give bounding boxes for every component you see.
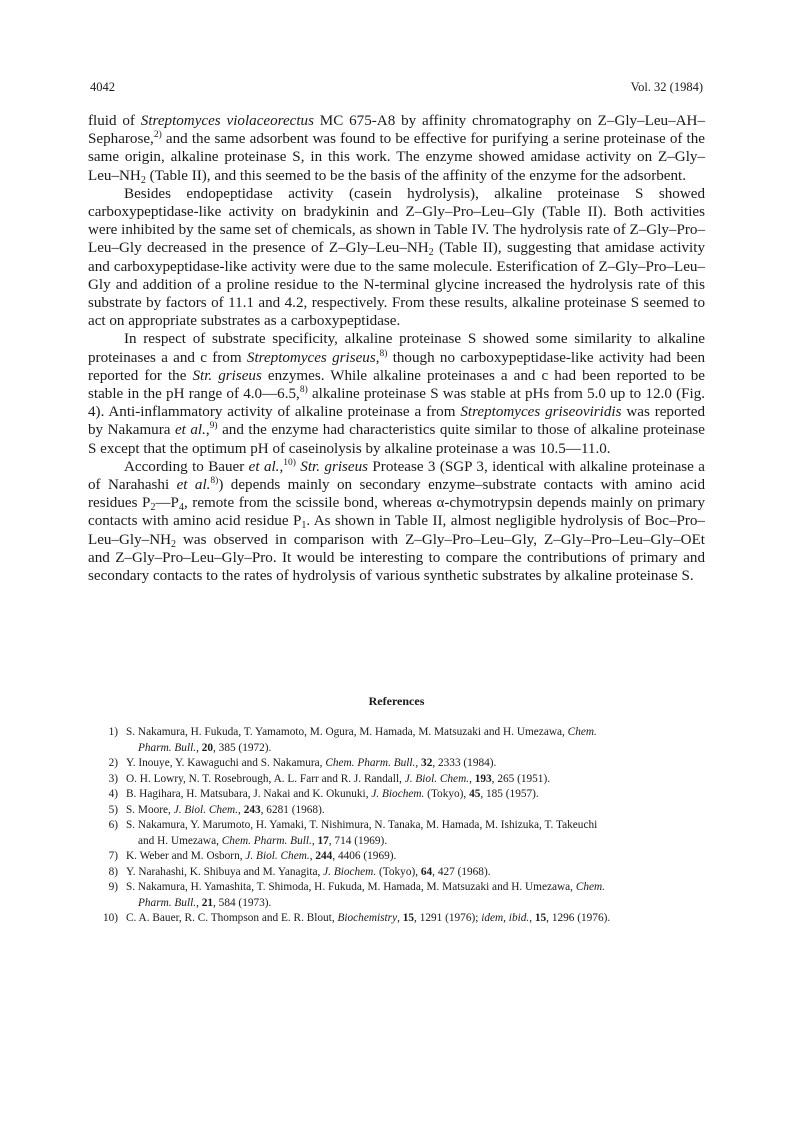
reference-text: K. Weber and M. Osborn, J. Biol. Chem., 244, 4406 (1969).	[126, 850, 397, 862]
reference-number: 2)	[108, 757, 118, 769]
reference-text: B. Hagihara, H. Matsubara, J. Nakai and K. Okunuki, J. Biochem. (Tokyo), 45, 185 (1957).	[126, 788, 539, 800]
reference-item	[100, 818, 710, 849]
reference-item	[100, 756, 710, 772]
reference-number: 7)	[108, 850, 118, 862]
reference-text: S. Nakamura, H. Yamashita, T. Shimoda, H. Fukuda, M. Hamada, M. Matsuzaki and H. Umezawa, Chem.	[126, 881, 605, 893]
reference-number: 1)	[108, 726, 118, 738]
reference-number: 10)	[102, 912, 118, 924]
paragraph-1: fluid of Streptomyces violaceorectus MC 675-A8 by affinity chromatography on Z–Gly–Leu–AH–Sepharose,$^{2)}$ and the same adsorbent was found to be effective for purifying a serine proteinase of the same origin, alkaline proteinase S, in this work. The enzyme showed amidase activity on $Z-Gly-Leu-NH_2$ (Table II), and this seemed to be the basis of the affinity of the enzyme for the adsorbent.	[88, 113, 705, 186]
reference-text: S. Moore, J. Biol. Chem., 243, 6281 (1968).	[126, 803, 325, 816]
reference-text: O. H. Lowry, N. T. Rosebrough, A. L. Farr and R. J. Randall, J. Biol. Chem., 193, 265 (1951).	[126, 772, 551, 785]
page-header	[90, 80, 703, 98]
reference-number: 9)	[108, 881, 118, 893]
paragraph-3: In respect of substrate specificity, alkaline proteinase S showed some similarity to alkaline proteinases a and c from Streptomyces griseus,$^{8)}$ though no carboxypeptidase-like activity had been reported for the Str. griseus enzymes. While alkaline proteinases a and c had been reported to be stable in the pH range of 4.0—6.5,$^{8)}$ alkaline proteinase S was stable at pHs from 5.0 up to 12.0 (Fig. 4). Anti-inflammatory activity of alkaline proteinase a from Streptomyces griseoviridis was reported by Nakamura et al.,$^{9)}$ and the enzyme had characteristics quite similar to those of alkaline proteinase S except that the optimum pH of caseinolysis by alkaline proteinase a was 10.5—11.0.	[88, 331, 706, 457]
reference-number: 6)	[108, 819, 118, 831]
reference-item	[100, 911, 710, 927]
volume-label: Vol. 32 (1984)	[630, 80, 703, 94]
reference-text: Y. Narahashi, K. Shibuya and M. Yanagita, J. Biochem. (Tokyo), 64, 427 (1968).	[126, 865, 491, 878]
paragraph-4: According to Bauer et al.,$^{10)}$ Str. griseus Protease 3 (SGP 3, identical with alkaline proteinase a of Narahashi et al.$^{8)}$) depends mainly on secondary enzyme–substrate contacts with amino acid residues $P_2—P_4$, remote from the scissile bond, whereas α-chymotrypsin depends mainly on primary contacts with amino acid residue $P_1$. As shown in Table II, almost negligible hydrolysis of Boc–$Pro-Leu-Gly-NH_2$ was observed in comparison with Z–Gly–Pro–Leu–Gly, Z–Gly–Pro–Leu–Gly–OEt and Z–Gly–Pro–Leu–Gly–Pro. It would be interesting to compare the contributions of primary and secondary contacts to the rates of hydrolysis of various synthetic substrates by alkaline proteinase S.	[88, 457, 706, 585]
reference-text: S. Nakamura, Y. Marumoto, H. Yamaki, T. Nishimura, N. Tanaka, M. Hamada, M. Ishizuka, T. Takeuchi	[126, 819, 598, 831]
reference-text-continued: and H. Umezawa, Chem. Pharm. Bull., 17, 714 (1969).	[138, 834, 388, 847]
page-number: 4042	[90, 80, 115, 94]
reference-text: C. A. Bauer, R. C. Thompson and E. R. Blout, Biochemistry, 15, 1291 (1976); idem, ibid., 15, 1296 (1976).	[126, 912, 611, 924]
reference-text: S. Nakamura, H. Fukuda, T. Yamamoto, M. Ogura, M. Hamada, M. Matsuzaki and H. Umezawa, Chem.	[126, 726, 597, 738]
reference-number: 5)	[108, 803, 118, 816]
paragraph-2: Besides endopeptidase activity (casein hydrolysis), alkaline proteinase S showed carboxypeptidase-like activity on bradykinin and Z–Gly–Pro–Leu–Gly (Table II). Both activities were inhibited by the same set of chemicals, as shown in Table IV. The hydrolysis rate of Z–Gly–Pro–Leu–Gly decreased in the presence of $Z-Gly-Leu-NH_2$ (Table II), suggesting that amidase activity and carboxypeptidase-like activity were due to the same molecule. Esterification of Z–Gly–Pro–Leu–Gly and addition of a proline residue to the N-terminal glycine increased the hydrolysis rate of this substrate by factors of 11.1 and 4.2, respectively. From these results, alkaline proteinase S seemed to act on appropriate substrates as a carboxypeptidase.	[88, 185, 705, 330]
reference-item	[100, 849, 710, 865]
reference-list	[100, 725, 710, 927]
reference-item	[100, 772, 710, 788]
body-text	[88, 112, 705, 585]
references-heading: References	[368, 694, 425, 708]
reference-number: 8)	[108, 865, 118, 878]
reference-item	[100, 865, 710, 881]
reference-item	[100, 880, 710, 911]
reference-number: 4)	[108, 788, 118, 800]
reference-item	[100, 803, 710, 819]
reference-text-continued: Pharm. Bull., 21, 584 (1973).	[138, 896, 272, 909]
reference-text-continued: Pharm. Bull., 20, 385 (1972).	[138, 741, 272, 754]
reference-item	[100, 787, 710, 803]
reference-item	[100, 725, 710, 756]
reference-text: Y. Inouye, Y. Kawaguchi and S. Nakamura, Chem. Pharm. Bull., 32, 2333 (1984).	[126, 757, 497, 769]
reference-number: 3)	[108, 772, 118, 785]
